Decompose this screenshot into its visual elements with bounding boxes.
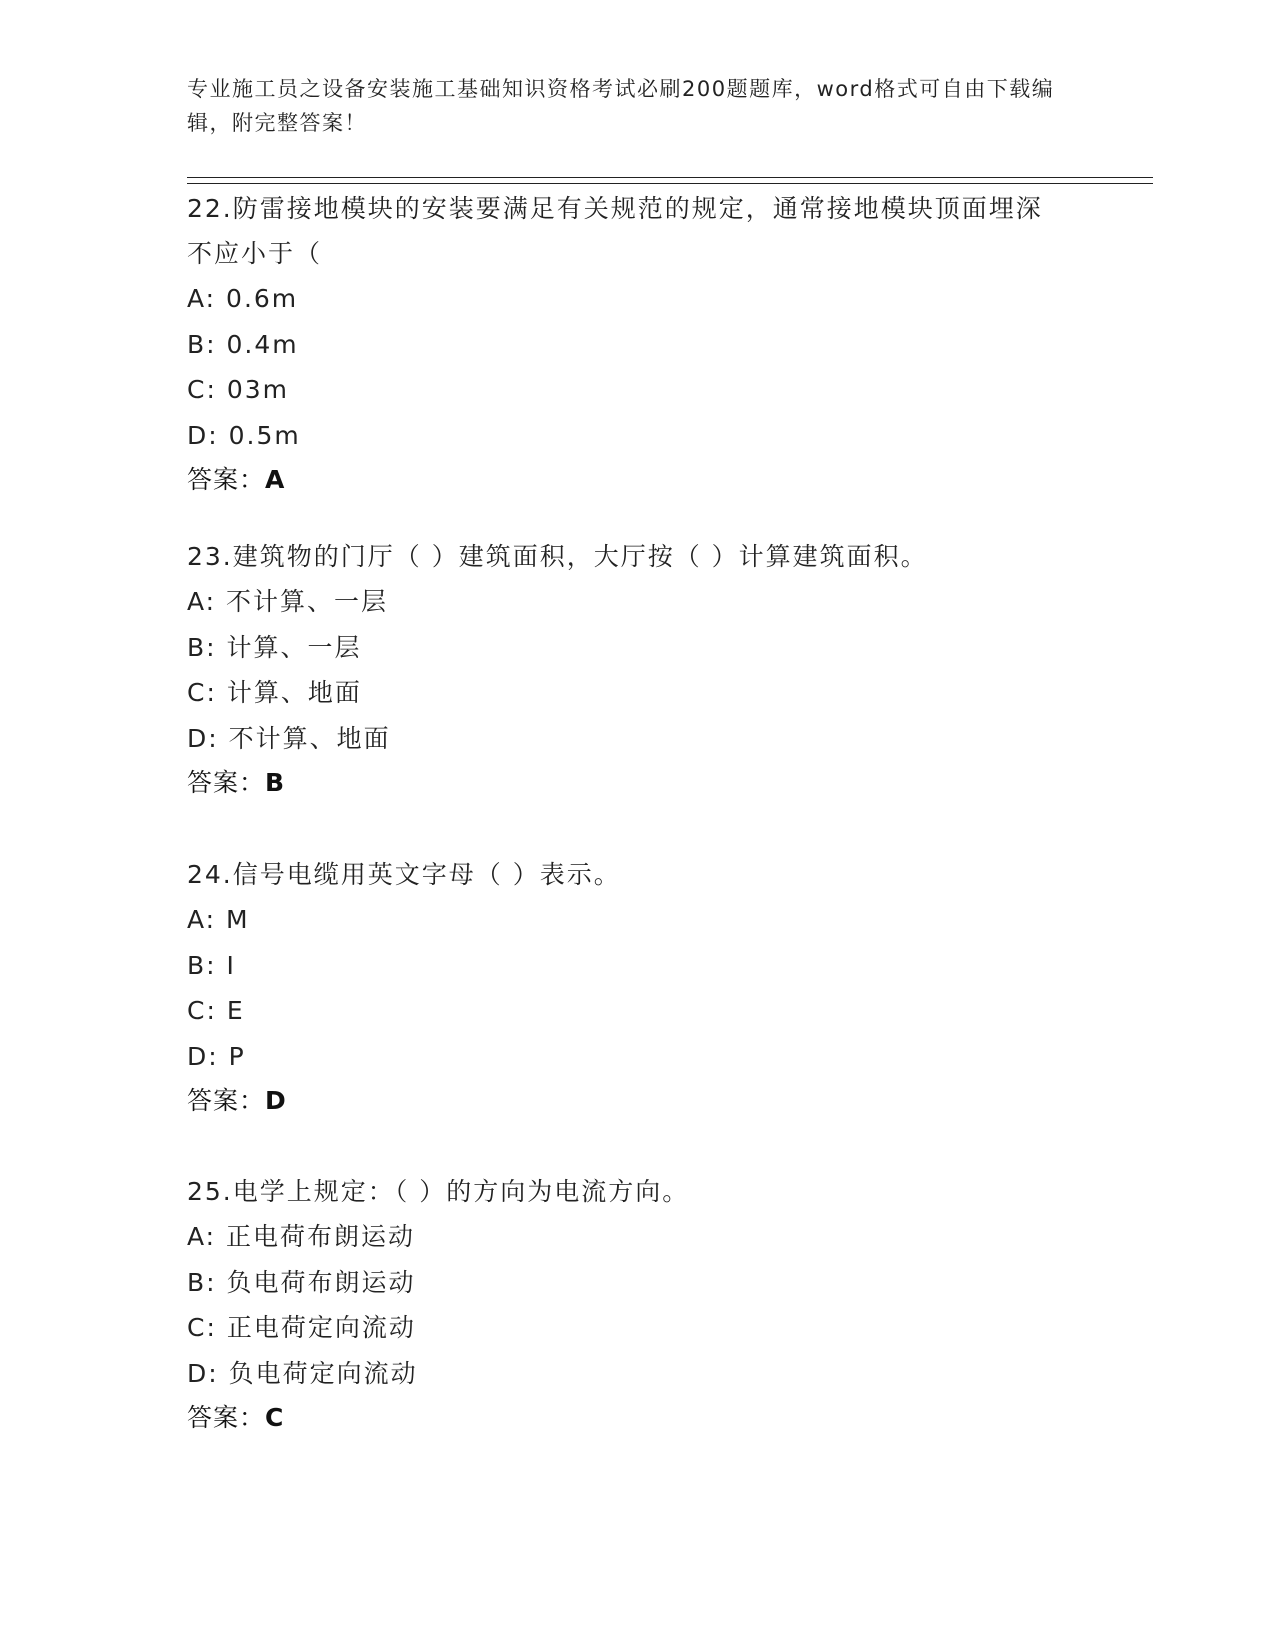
option-d: D: 0.5m xyxy=(187,420,301,450)
header-divider-top xyxy=(187,177,1153,178)
option-b: B: I xyxy=(187,950,236,980)
question-stem: 24.信号电缆用英文字母（ ）表示。 xyxy=(187,860,621,889)
option-a: A: M xyxy=(187,905,250,934)
option-b: B: 计算、一层 xyxy=(187,632,362,662)
answer-line xyxy=(187,1079,1087,1123)
option-c: C: 计算、地面 xyxy=(187,678,362,707)
question-25 xyxy=(187,1169,1087,1440)
answer-line xyxy=(187,458,1087,502)
question-22 xyxy=(187,186,1087,502)
question-stem: 25.电学上规定：（ ）的方向为电流方向。 xyxy=(187,1177,690,1206)
answer-value: A xyxy=(265,465,286,494)
header-title: 专业施工员之设备安装施工基础知识资格考试必刷200题题库，word格式可自由下载编辑，附完整答案！ xyxy=(187,77,1055,135)
answer-value: C xyxy=(265,1403,285,1432)
option-c: C: 03m xyxy=(187,375,289,404)
option-a: A: 0.6m xyxy=(187,284,299,313)
option-c: C: E xyxy=(187,996,245,1025)
answer-label: 答案： xyxy=(187,1086,266,1115)
question-stem: 23.建筑物的门厅（ ）建筑面积，大厅按（ ）计算建筑面积。 xyxy=(187,542,928,571)
option-b: B: 负电荷布朗运动 xyxy=(187,1267,416,1297)
option-b: B: 0.4m xyxy=(187,329,299,359)
answer-label: 答案： xyxy=(187,768,266,797)
answer-value: B xyxy=(265,768,286,797)
option-c: C: 正电荷定向流动 xyxy=(187,1313,416,1342)
header-divider-bottom xyxy=(187,183,1153,184)
question-24 xyxy=(187,852,1087,1123)
document-header xyxy=(187,72,1087,140)
option-a: A: 正电荷布朗运动 xyxy=(187,1222,416,1251)
answer-label: 答案： xyxy=(187,465,266,494)
question-stem: 22.防雷接地模块的安装要满足有关规范的规定，通常接地模块顶面埋深不应小于（ xyxy=(187,194,1043,268)
option-d: D: P xyxy=(187,1041,246,1071)
answer-label: 答案： xyxy=(187,1403,266,1432)
option-a: A: 不计算、一层 xyxy=(187,587,389,616)
option-d: D: 负电荷定向流动 xyxy=(187,1358,418,1388)
answer-line xyxy=(187,761,1087,805)
question-23 xyxy=(187,534,1087,805)
option-d: D: 不计算、地面 xyxy=(187,723,391,753)
answer-value: D xyxy=(265,1086,287,1115)
answer-line xyxy=(187,1396,1087,1440)
